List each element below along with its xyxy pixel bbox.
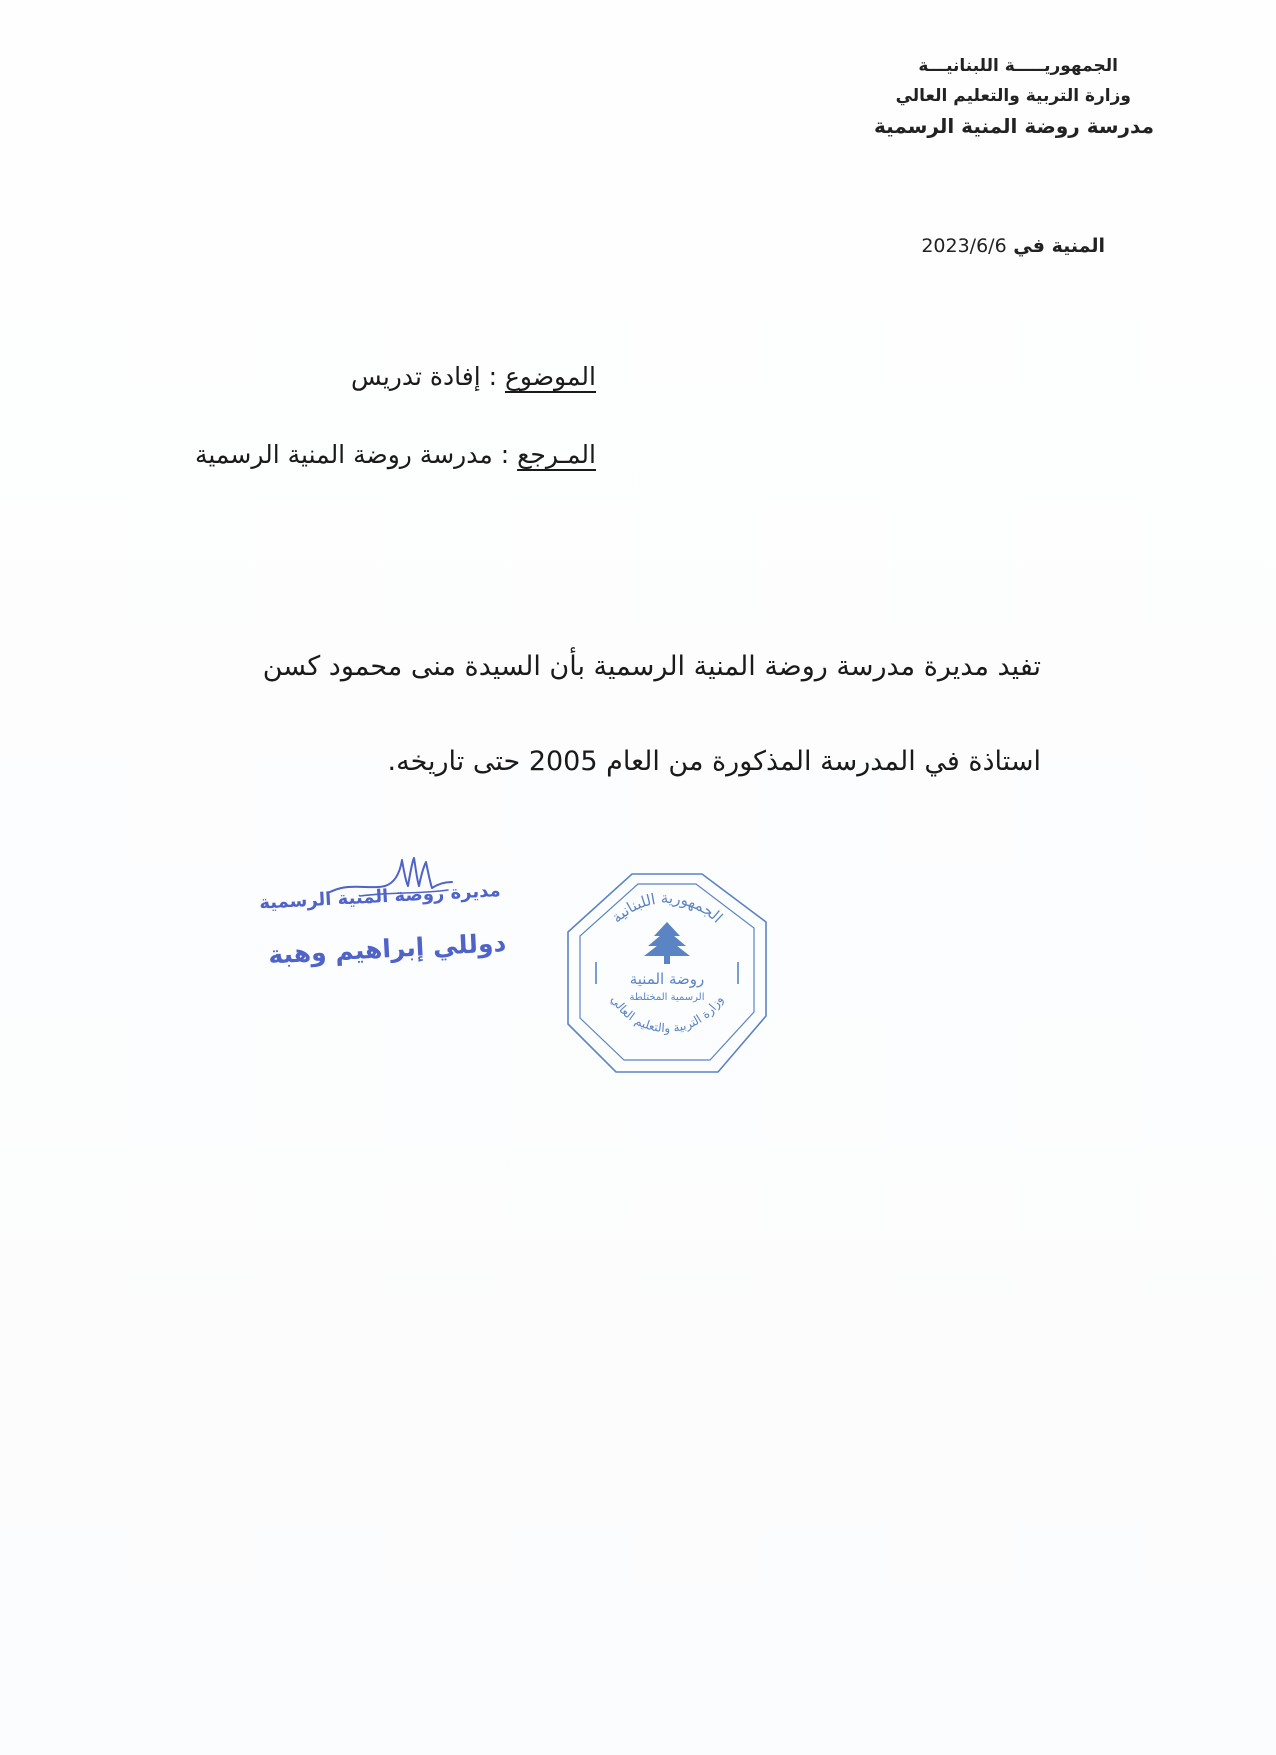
- reference-separator: :: [500, 440, 510, 469]
- body-line-2: [388, 746, 1041, 777]
- header-ministry: وزارة التربية والتعليم العالي: [895, 86, 1131, 106]
- body-year: 2005: [528, 746, 598, 777]
- stamp-text-top: الجمهورية اللبنانية: [607, 888, 727, 927]
- body-line-2-end: حتى تاريخه.: [387, 746, 521, 777]
- reference-value: مدرسة روضة المنية الرسمية: [194, 440, 493, 469]
- stamp-center-line-2: الرسمية المختلطة: [629, 992, 705, 1003]
- header-school: مدرسة روضة المنية الرسمية: [874, 114, 1154, 138]
- signature-title: مديرة روضة المنية الرسمية: [259, 880, 502, 914]
- body-line-2-start: استاذة في المدرسة المذكورة من العام: [606, 746, 1041, 777]
- cedar-icon: [644, 922, 690, 964]
- subject-value: إفادة تدريس: [350, 362, 481, 391]
- date-line: [921, 235, 1105, 257]
- reference-line: [195, 440, 596, 469]
- date-value: 2023/6/6: [921, 235, 1007, 257]
- date-prefix: المنية في: [1013, 235, 1105, 257]
- stamp-text-bottom: وزارة التربية والتعليم العالي: [608, 992, 726, 1036]
- signature-name: دوللي إبراهيم وهبة: [267, 928, 507, 970]
- body-line-1: تفيد مديرة مدرسة روضة المنية الرسمية بأن السيدة منى محمود كسن: [262, 651, 1041, 682]
- stamp-center-line-1: روضة المنية: [629, 970, 705, 988]
- subject-label: الموضوع: [505, 362, 596, 391]
- subject-line: [351, 362, 596, 391]
- header-republic: الجمهوريـــــة اللبنانيـــة: [918, 56, 1118, 76]
- reference-label: المـرجع: [517, 440, 596, 469]
- subject-separator: :: [488, 362, 498, 391]
- official-stamp: [560, 866, 774, 1080]
